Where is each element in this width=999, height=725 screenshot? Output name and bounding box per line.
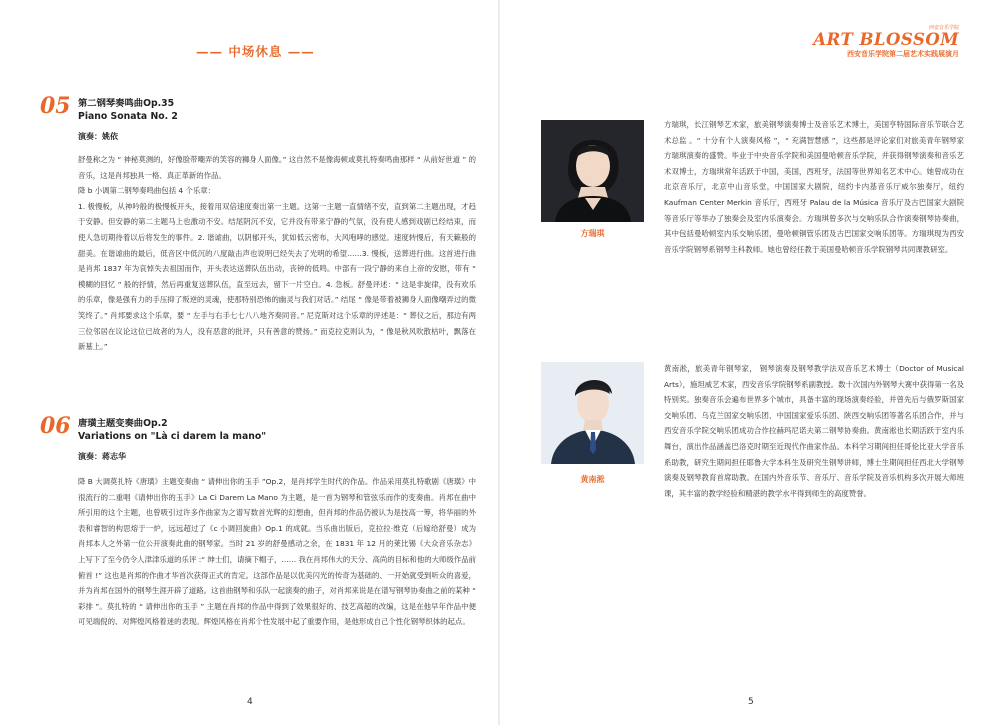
paragraph: 1. 极慢板，从神吟般的极慢板开头，接着用双倍速度奏出第一主题。这第一主题一直情绪不安，直到第二主题出现，才趋于安静。但安静的第二主题马上也激动不安。结尾阴沉不安，它并没有带来宁静的气氛，没有使人感到戏剧已经结束，而使人急切期待着以后将发生的事件。2. 谐谑曲，以阴郁开头，犹如低云密布，大风咆哮的感觉。速度转慢后，有天籁般的甜美。在谐谑曲的最后，低音区中低沉的八度敲击声也说明已经失去了光明的希望……3. 慢板，送葬进行曲。这首进行曲是肖邦 1837 年为哀悼失去祖国而作，开头表达送葬队伍出动，丧钟的低鸣。中部有一段宁静的来自上帝的安慰，带有 “ 模糊的回忆 ” 般的抒情，然后再重复送葬队伍，直至远去，留下一片空白。4. 急板。舒曼评述：“ 这是非旋律，没有欢乐的乐章，像是强有力的手压抑了叛逆的灵魂，使那特别恐怖的幽灵与我们对话。” 结尾 “ 像是带着被狮身人面像嘲弄过的微笑终了。” 肖邦要求这个乐章，要 “ 左手与右手七七八八地齐奏同音。” 尼克斯对这个乐章的评述是：“ 葬仪之后，那边有两三位邻居在议论这位已故者的为人，没有恶意的批评，只有善意的赞扬。” 而克拉克则认为，“ 像是秋风吹散枯叶，飘落在新墓上。” (78, 201, 476, 352)
portrait-illustration (541, 120, 644, 222)
page-number-right: 5 (748, 697, 754, 707)
piece-description (78, 152, 476, 355)
piece-description (78, 474, 476, 630)
paragraph: 降 b 小调第二钢琴奏鸣曲包括 4 个乐章： (78, 186, 216, 196)
bio-name: 黄南淞 (580, 475, 605, 484)
brand-subtitle: 西安音乐学院第二届艺术实践展演月 (847, 50, 959, 58)
portrait-illustration (541, 362, 644, 464)
section-title: —— 中场休息 —— (196, 44, 315, 59)
piece-number: 06 (40, 413, 71, 439)
piece-subtitle: Variations on "Là ci darem la mano" (78, 431, 267, 442)
piece-title: 唐璜主题变奏曲Op.2 (78, 418, 168, 429)
brand-wordmark: ART BLOSSOM (813, 30, 959, 49)
left-page (0, 0, 499, 725)
bio-text: 黄南淞，旅美青年钢琴家， 钢琴演奏及钢琴教学法双音乐艺术博士（Doctor of Musical Arts），施坦威艺术家，西安音乐学院钢琴系副教授。数十次国内外钢琴大赛中获得第一名及特别奖。独奏音乐会遍布世界多个城市，具备丰富的现场演奏经验，并曾先后与俄罗斯国家交响乐团、乌克兰国家交响乐团、中国国家爱乐乐团、陕西交响乐团等著名乐团合作，并与西安音乐学院交响乐团成功合作拉赫玛尼诺夫第二钢琴协奏曲。黄南淞也长期活跃于室内乐舞台，演出作品涵盖巴洛克时期至近现代作曲家作品。本科学习期间担任哥伦比亚大学音乐系助教，研究生期间担任耶鲁大学本科生及研究生钢琴讲师，博士生期间担任西北大学钢琴演奏及钢琴教育首席助教。在国内外音乐节、音乐厅、音乐学院及音乐机构多次开展大师班课，其丰富的教学经验和精湛的教学水平得到师生的高度赞誉。 (664, 364, 964, 498)
performer: 演奏：蒋志华 (78, 452, 126, 461)
piece-subtitle: Piano Sonata No. 2 (78, 111, 178, 122)
brand-top-text: 西安音乐学院 (928, 25, 959, 31)
paragraph: 降 B 大调莫扎特《唐璜》主题变奏曲 “ 请伸出你的玉手 ”Op.2，是肖邦学生时代的作品。作品采用莫扎特歌剧《唐璜》中很流行的二重唱《请伸出你的玉手》La Ci Darem La Mano 为主题，是一首为钢琴和管弦乐而作的变奏曲。肖邦在曲中所引用的这个主题，也曾吸引过许多作曲家为之谱写数首光辉的幻想曲，但肖邦的作品仍被认为是技高一筹，将华丽的外表和睿智的构思熔于一炉，远远超过了《c 小调回旋曲》Op.1 的成就。当乐曲出版后，克拉拉·维克（后嫁给舒曼）成为肖邦本人之外第一位公开演奏此曲的钢琴家。当时 21 岁的舒曼感动之余，在 1831 年 12 月的莱比锡《大众音乐杂志》上写下了至今仍令人津津乐道的乐评 :“ 绅士们，请摘下帽子，…… 我在肖邦伟大的天分、高尚的目标和他的大师级作品前俯首 !” 这也是肖邦的作曲才华首次获得正式的肯定。这部作品是以优美闪光的传奇为基础的、一开始就受到听众的喜爱，并为肖邦在国外的钢琴生涯开辟了道路。这首曲钢琴和乐队一起演奏的曲子，对肖邦来说是在谱写钢琴协奏曲之前的某种 “ 彩排 ”。莫扎特的 “ 请伸出你的玉手 ” 主题在肖邦的作品中得到了效果很好的、技艺高超的改编，这是在他早年作品中便可见端倪的、对辉煌风格着迷的表现。辉煌风格在肖邦个性发展中起了重要作用，是他形成自己个性化钢琴织体的起点。 (78, 477, 476, 627)
bio-name: 方瑞琪 (580, 229, 605, 238)
page-number-left: 4 (247, 697, 253, 707)
portrait-photo (541, 120, 644, 222)
performer: 演奏：姚依 (78, 132, 118, 141)
portrait-photo (541, 362, 644, 464)
brand-logo (813, 25, 959, 59)
piece-number: 05 (40, 93, 71, 119)
bio-text: 方瑞琪，长江钢琴艺术家，旅美钢琴演奏博士及音乐艺术博士，美国亨特国际音乐节联合艺术总监 。“ 十分有个人演奏风格 ”，“ 充满智慧感 ”，这些都是评论家们对旅美青年钢琴家方瑞琪演奏的盛赞。毕业于中央音乐学院和美国曼哈顿音乐学院，并获得钢琴演奏和音乐艺术双博士，方瑞琪常年活跃于中国，美国，西班牙，法国等世界知名艺术中心。她曾成功在北京音乐厅，北京中山音乐堂，中国国家大剧院，纽约卡内基音乐厅威尔独奏厅，纽约 Kaufman Center Merkin 音乐厅，西班牙 Palau de la Música 音乐厅及古巴国家大剧院等音乐厅等举办了独奏会及室内乐演奏会。方瑞琪曾多次与交响乐队合作演奏钢琴协奏曲，其中包括曼哈顿室内乐交响乐团，曼哈顿铜管乐团及古巴国家交响乐团等。方瑞琪现为西安音乐学院钢琴系钢琴主科教师。她也曾经任教于美国曼哈顿音乐学院钢琴共同课教研室。 (664, 120, 964, 254)
paragraph: 舒曼称之为 “ 神秘莫测的，好像脸带嘲弄的笑容的狮身人面像。” 这自然不是像海顿或莫扎特奏鸣曲那样 “ 从前好世道 ” 的音乐，这是肖邦独具一格、真正革新的作品。 (78, 155, 476, 180)
piece-title: 第二钢琴奏鸣曲Op.35 (78, 98, 175, 109)
